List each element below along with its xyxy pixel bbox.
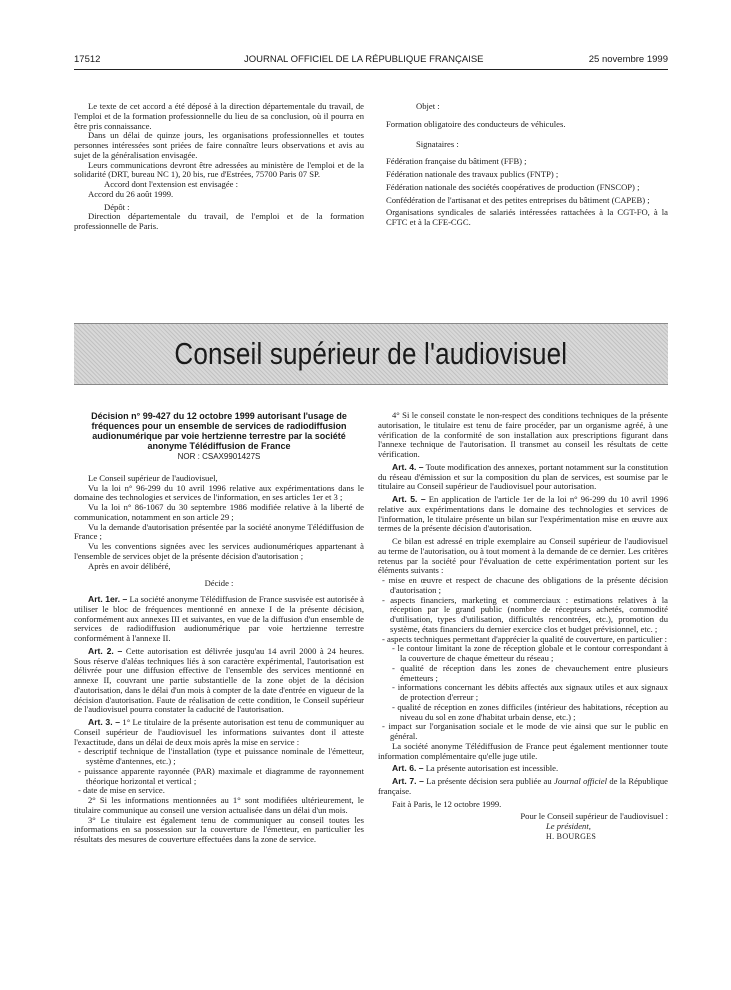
paragraph: Direction départementale du travail, de l'emploi et de la formation professionnelle de Paris. bbox=[74, 211, 364, 231]
signature-name: H. BOURGES bbox=[546, 831, 597, 841]
article-text: La société anonyme Télédiffusion de France susvisée est autorisée à utiliser le bloc de fréquences mentionné en annexe I de la présente décision, conformément aux annexes III et suivantes, en vue de la diffusion d'un ensemble de services de radiodiffusion audionumérique par voie hertzienne terrestre conformément à l'annexe II. bbox=[74, 594, 365, 643]
journal-name: Journal officiel bbox=[554, 776, 607, 786]
issue-date: 25 novembre 1999 bbox=[588, 54, 668, 65]
article-text: 1° Le titulaire de la présente autorisation est tenu de communiquer au Conseil supérieur de l'audiovisuel les informations suivantes dont il atteste l'exactitude, dans un délai de deux mois après la mise en service : bbox=[74, 717, 364, 747]
banner-title: Conseil supérieur de l'audiovisuel bbox=[174, 336, 568, 371]
section-banner bbox=[74, 323, 668, 385]
article-3 bbox=[74, 718, 364, 747]
paragraph: 4° Si le conseil constate le non-respect des conditions techniques de la présente autorisation, le titulaire est tenu de faire procéder, par un organisme agréé, à une vérification de la conformité de son installation aux prescriptions figurant dans l'annexe technique de l'autorisation. Il transmet au conseil les résultats de cette vérification. bbox=[378, 410, 668, 459]
list-item: - puissance apparente rayonnée (PAR) maximale et diagramme de rayonnement théorique horizontal et vertical ; bbox=[78, 765, 364, 786]
paragraph: Le Conseil supérieur de l'audiovisuel, bbox=[88, 472, 218, 483]
objet-label: Objet : bbox=[416, 101, 440, 111]
article-2 bbox=[74, 647, 364, 715]
signature-role: Le président, bbox=[546, 821, 591, 831]
article-text: de la République française. bbox=[378, 776, 668, 796]
sub-list-item: - qualité de réception en zones difficiles (intérieur des habitations, réception au niveau du sol en zone d'habitat urbain dense, etc.) ; bbox=[392, 701, 668, 722]
top-left-column bbox=[74, 102, 364, 232]
decide-label: Décide : bbox=[204, 578, 234, 589]
article-text: La présente décision sera publiée au bbox=[426, 776, 552, 786]
paragraph: La société anonyme Télédiffusion de France peut également mentionner toute information complémentaire qu'elle juge utile. bbox=[378, 740, 668, 761]
decision-right-column bbox=[378, 411, 668, 842]
sub-list-item: - le contour limitant la zone de réception globale et le contour correspondant à la couverture de chaque émetteur du réseau ; bbox=[392, 643, 668, 663]
article-label: Art. 5. – bbox=[392, 494, 426, 504]
header-rule bbox=[74, 69, 668, 70]
signataire-item: Fédération nationale des travaux publics (FNTP) ; bbox=[386, 169, 559, 179]
article-label: Art. 7. – bbox=[392, 776, 424, 786]
sub-list-item: - informations concernant les débits affectés aux signaux utiles et aux signaux de protection d'erreur ; bbox=[392, 682, 668, 702]
paragraph: Dépôt : bbox=[104, 201, 130, 212]
paragraph: Ce bilan est adressé en triple exemplaire au Conseil supérieur de l'audiovisuel au terme de l'autorisation, ou à tout moment à la demande de ce dernier. Les critères retenus par la société pour l'évaluation de cette expérimentation portent sur les éléments suivants : bbox=[378, 536, 668, 576]
signataire-item: Confédération de l'artisanat et des petites entreprises du bâtiment (CAPEB) ; bbox=[386, 194, 650, 205]
running-header bbox=[74, 54, 668, 68]
list-item: - date de mise en service. bbox=[78, 785, 165, 796]
article-text: Toute modification des annexes, portant notamment sur la constitution du réseau d'émission et sur la composition du plan de services, est soumise par le titulaire au Conseil supérieur de l'audiovisuel pour autorisation. bbox=[378, 461, 668, 492]
article-text: En application de l'article 1er de la loi n° 96-299 du 10 avril 1996 relative aux expérimentations dans le domaine des technologies et services de l'information, le titulaire présente un bilan sur l'expérimentation mise en œuvre aux termes de la présente décision d'autorisation. bbox=[378, 494, 668, 534]
list-item: - aspects financiers, marketing et commerciaux : estimations relatives à la réception par le grand public (nombre de récepteurs achetés, commodité d'utilisation, types d'utilisation, difficultés rencontrées, etc.), promotion du système, états financiers du dernier exercice clos et budget prévisionnel, etc. ; bbox=[382, 594, 668, 634]
article-label: Art. 4. – bbox=[392, 461, 424, 472]
paragraph: Leurs communications devront être adressées au ministère de l'emploi et de la solidarité (DRT, bureau NC 1), 20 bis, rue d'Estrées, 75700 Paris 07 SP. bbox=[74, 159, 364, 180]
list-item: - mise en œuvre et respect de chacune des obligations de la présente décision d'autorisation ; bbox=[382, 575, 668, 595]
journal-title: JOURNAL OFFICIEL DE LA RÉPUBLIQUE FRANÇAISE bbox=[244, 54, 484, 65]
article-7 bbox=[378, 777, 668, 797]
article-label: Art. 2. – bbox=[88, 645, 123, 656]
paragraph: Accord du 26 août 1999. bbox=[88, 188, 174, 199]
signataires-label: Signataires : bbox=[416, 138, 459, 149]
paragraph: 2° Si les informations mentionnées au 1° sont modifiées ultérieurement, le titulaire communique au conseil une version actualisée dans un délai d'un mois. bbox=[74, 795, 364, 815]
article-5 bbox=[378, 495, 668, 534]
signataire-item: Organisations syndicales de salariés intéressées rattachées à la CGT-FO, à la CFTC et à la CFE-CGC. bbox=[386, 207, 668, 227]
paragraph: Vu la loi n° 96-299 du 10 avril 1996 relative aux expérimentations dans le domaine des technologies et services de l'information, en ses articles 1er et 3 ; bbox=[74, 482, 364, 503]
page-number: 17512 bbox=[74, 54, 101, 65]
article-text: La présente autorisation est incessible. bbox=[425, 763, 559, 774]
top-right-column bbox=[386, 102, 668, 228]
signataire-item: Fédération française du bâtiment (FFB) ; bbox=[386, 156, 527, 167]
decision-title: Décision n° 99-427 du 12 octobre 1999 autorisant l'usage de fréquences pour un ensemble de services de radiodiffusion audionumérique par voie hertzienne terrestre par la société anonyme Télédiffusion de France bbox=[91, 411, 347, 451]
article-6 bbox=[378, 764, 668, 774]
list-item: - aspects techniques permettant d'apprécier la qualité de couverture, en particulier : bbox=[382, 633, 668, 644]
article-4 bbox=[378, 463, 668, 492]
article-text: Cette autorisation est délivrée jusqu'au 14 avril 2000 à 24 heures. Sous réserve d'aléas techniques liés à son caractère expérimental, l'autorisation est délivrée pour une diffusion effective de l'ensemble des services mentionné en annexe II, couvrant une partie substantielle de la zone objet de la décision d'autorisation, dans le délai d'un mois à compter de la date d'entrée en vigueur de la décision d'autorisation. Faute de réalisation de cette condition, le Conseil supérieur de l'audiovisuel pourra constater la caducité de l'autorisation. bbox=[74, 645, 364, 715]
article-label: Art. 6. – bbox=[392, 763, 424, 774]
decision-left-column bbox=[74, 411, 364, 845]
paragraph: Le texte de cet accord a été déposé à la direction départementale du travail, de l'emploi et de la formation professionnelle du lieu de sa conclusion, où il pourra en être pris connaissance. bbox=[74, 101, 364, 131]
paragraph: Dans un délai de quinze jours, les organisations professionnelles et toutes personnes intéressées sont priées de faire connaître leurs observations et avis au sujet de la généralisation envisagée. bbox=[74, 130, 364, 160]
objet-text: Formation obligatoire des conducteurs de véhicules. bbox=[386, 118, 566, 129]
paragraph: Vu les conventions signées avec les services audionumériques appartenant à l'ensemble de services objet de la présente décision d'autorisation ; bbox=[74, 541, 364, 561]
signature-place: Fait à Paris, le 12 octobre 1999. bbox=[392, 798, 502, 809]
article-label: Art. 1er. – bbox=[88, 594, 128, 604]
paragraph: Après en avoir délibéré, bbox=[88, 560, 171, 571]
nor-reference: NOR : CSAX9901427S bbox=[177, 452, 261, 461]
article-1 bbox=[74, 595, 364, 644]
sub-list-item: - qualité de réception dans les zones de chevauchement entre plusieurs émetteurs ; bbox=[392, 662, 668, 683]
paragraph: Vu la loi n° 86-1067 du 30 septembre 1986 modifiée relative à la liberté de communication, notamment en son article 29 ; bbox=[74, 502, 364, 522]
paragraph: 3° Le titulaire est également tenu de communiquer au conseil toutes les informations en sa possession sur la couverture de l'émetteur, en particulier les résultats des mesures de couverture effectuées dans la zone de service. bbox=[74, 814, 364, 844]
article-label: Art. 3. – bbox=[88, 717, 120, 727]
paragraph: Accord dont l'extension est envisagée : bbox=[104, 179, 238, 189]
list-item: - descriptif technique de l'installation (type et puissance nominale de l'émetteur, système d'antennes, etc.) ; bbox=[78, 746, 364, 766]
list-item: - impact sur l'organisation sociale et le mode de vie ainsi que sur le public en général. bbox=[382, 721, 668, 741]
signataire-item: Fédération nationale des sociétés coopératives de production (FNSCOP) ; bbox=[386, 181, 640, 192]
signature-for: Pour le Conseil supérieur de l'audiovisuel : bbox=[520, 811, 668, 822]
paragraph: Vu la demande d'autorisation présentée par la société anonyme Télédiffusion de France ; bbox=[74, 521, 364, 542]
